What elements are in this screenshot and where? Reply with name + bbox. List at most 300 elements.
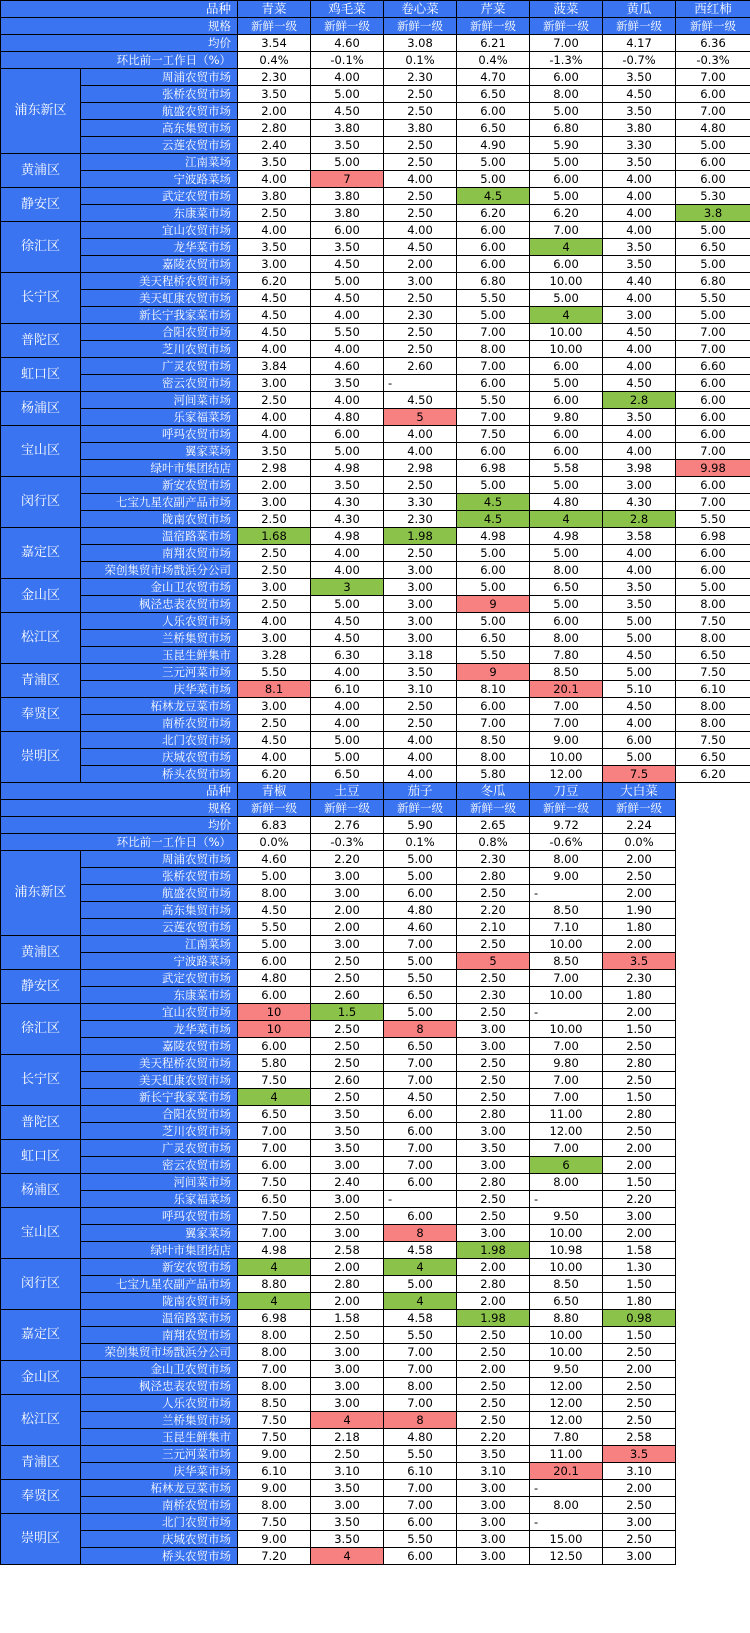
price-cell: 6.00 xyxy=(384,1548,457,1565)
avg-price-row xyxy=(1,817,750,834)
spec-label: 规格 xyxy=(1,18,238,35)
price-cell: 5.50 xyxy=(676,511,750,528)
price-cell: 2.30 xyxy=(457,987,530,1004)
market-name: 武定农贸市场 xyxy=(81,970,238,987)
variety-name: 茄子 xyxy=(384,783,457,800)
empty-cell xyxy=(676,1446,750,1463)
price-cell: 3.50 xyxy=(311,239,384,256)
empty-cell xyxy=(676,1225,750,1242)
market-name: 新安农贸市场 xyxy=(81,477,238,494)
market-row xyxy=(1,188,750,205)
price-cell: 6.20 xyxy=(676,766,750,783)
price-cell: 6.50 xyxy=(530,1293,603,1310)
price-cell: 6.80 xyxy=(676,273,750,290)
variety-name: 菠菜 xyxy=(530,1,603,18)
price-cell: 8 xyxy=(384,1225,457,1242)
price-cell: 2.00 xyxy=(311,1259,384,1276)
price-cell: 7.00 xyxy=(384,1480,457,1497)
price-cell: 4.00 xyxy=(603,205,676,222)
market-name: 金山卫农贸市场 xyxy=(81,1361,238,1378)
avg-price-value: 4.17 xyxy=(603,35,676,52)
price-cell: 4 xyxy=(238,1259,311,1276)
price-cell: 2.50 xyxy=(238,715,311,732)
price-cell: 5.00 xyxy=(530,154,603,171)
price-cell: 12.00 xyxy=(530,1412,603,1429)
price-cell: 7.00 xyxy=(676,103,750,120)
market-row xyxy=(1,613,750,630)
price-cell: 5.00 xyxy=(384,1276,457,1293)
price-cell: 2.50 xyxy=(384,154,457,171)
district-name: 青浦区 xyxy=(1,664,81,698)
market-row xyxy=(1,545,750,562)
price-cell: 7.00 xyxy=(238,1123,311,1140)
market-name: 新安农贸市场 xyxy=(81,1259,238,1276)
price-cell: 5.00 xyxy=(457,579,530,596)
price-cell: 8.00 xyxy=(384,1378,457,1395)
price-cell: 4.80 xyxy=(384,1429,457,1446)
avg-price-value: 3.54 xyxy=(238,35,311,52)
market-row xyxy=(1,953,750,970)
market-row xyxy=(1,426,750,443)
price-cell: 10.00 xyxy=(530,1225,603,1242)
empty-cell xyxy=(676,834,750,851)
market-name: 陇南农贸市场 xyxy=(81,1293,238,1310)
market-name: 高东集贸市场 xyxy=(81,120,238,137)
price-cell: 6.00 xyxy=(603,732,676,749)
price-cell: 7.00 xyxy=(238,1140,311,1157)
price-cell: 5.00 xyxy=(530,290,603,307)
price-cell: 2.50 xyxy=(238,596,311,613)
price-cell: 4.98 xyxy=(530,528,603,545)
price-cell: 6.00 xyxy=(676,86,750,103)
price-cell: 7.00 xyxy=(384,1072,457,1089)
market-name: 北门农贸市场 xyxy=(81,1514,238,1531)
price-cell: 4.00 xyxy=(311,69,384,86)
price-cell: 4.00 xyxy=(603,222,676,239)
price-cell: 7.00 xyxy=(530,970,603,987)
variety-name: 西红柿 xyxy=(676,1,750,18)
avg-price-value: 7.00 xyxy=(530,35,603,52)
variety-name: 卷心菜 xyxy=(384,1,457,18)
price-cell: 5.00 xyxy=(676,307,750,324)
price-cell: 5.00 xyxy=(311,749,384,766)
price-cell: 4.00 xyxy=(238,749,311,766)
market-name: 周浦农贸市场 xyxy=(81,851,238,868)
price-cell: 1.50 xyxy=(603,1174,676,1191)
price-cell: 6.98 xyxy=(457,460,530,477)
price-cell: 5.00 xyxy=(530,103,603,120)
price-cell: 3.00 xyxy=(457,1157,530,1174)
market-name: 芝川农贸市场 xyxy=(81,341,238,358)
price-cell: 2.30 xyxy=(238,69,311,86)
price-cell: 2.80 xyxy=(457,1106,530,1123)
price-cell: 4.70 xyxy=(457,69,530,86)
price-cell: 7.00 xyxy=(384,1361,457,1378)
price-cell: 7.00 xyxy=(457,324,530,341)
price-cell: 4.00 xyxy=(603,341,676,358)
price-cell: 3.00 xyxy=(457,1548,530,1565)
price-cell: 3.00 xyxy=(457,1225,530,1242)
market-name: 美天程桥农贸市场 xyxy=(81,1055,238,1072)
price-cell: 6.00 xyxy=(457,443,530,460)
price-cell: 6.00 xyxy=(311,426,384,443)
price-cell: 3.50 xyxy=(603,409,676,426)
market-row xyxy=(1,936,750,953)
price-cell: 3.50 xyxy=(457,1446,530,1463)
price-cell: - xyxy=(530,1514,603,1531)
change-value: 0.4% xyxy=(238,52,311,69)
price-cell: 5.50 xyxy=(238,919,311,936)
market-name: 周浦农贸市场 xyxy=(81,69,238,86)
market-name: 人乐农贸市场 xyxy=(81,1395,238,1412)
price-cell: 6.00 xyxy=(530,443,603,460)
price-cell: 6.00 xyxy=(676,545,750,562)
price-cell: 3.00 xyxy=(603,1548,676,1565)
market-name: 人乐农贸市场 xyxy=(81,613,238,630)
price-cell: 4.60 xyxy=(384,919,457,936)
price-cell: 2.40 xyxy=(238,137,311,154)
price-cell: 6.00 xyxy=(676,409,750,426)
change-value: -0.6% xyxy=(530,834,603,851)
district-name: 浦东新区 xyxy=(1,69,81,154)
empty-cell xyxy=(676,1191,750,1208)
empty-cell xyxy=(676,1327,750,1344)
market-row xyxy=(1,715,750,732)
price-cell: 3.00 xyxy=(457,1038,530,1055)
spec-label: 规格 xyxy=(1,800,238,817)
price-cell: 2.50 xyxy=(457,1089,530,1106)
price-cell: 6.10 xyxy=(676,681,750,698)
market-name: 柘林龙豆菜市场 xyxy=(81,1480,238,1497)
price-cell: 4.00 xyxy=(384,443,457,460)
price-cell: 8.80 xyxy=(530,1310,603,1327)
market-row xyxy=(1,1344,750,1361)
price-cell: 2.50 xyxy=(238,205,311,222)
market-name: 航盛农贸市场 xyxy=(81,885,238,902)
variety-name: 大白菜 xyxy=(603,783,676,800)
price-cell: 7.00 xyxy=(384,1497,457,1514)
price-cell: 7.00 xyxy=(530,1089,603,1106)
price-cell: 2.50 xyxy=(384,545,457,562)
price-cell: 2.50 xyxy=(384,715,457,732)
price-cell: 4 xyxy=(238,1293,311,1310)
market-name: 庆城农贸市场 xyxy=(81,749,238,766)
price-cell: 2.50 xyxy=(457,970,530,987)
price-cell: 6.98 xyxy=(238,1310,311,1327)
price-cell: 1.98 xyxy=(457,1242,530,1259)
empty-cell xyxy=(676,1310,750,1327)
empty-cell xyxy=(676,919,750,936)
market-row xyxy=(1,103,750,120)
price-cell: 1.5 xyxy=(311,1004,384,1021)
price-cell: 7.00 xyxy=(530,715,603,732)
price-cell: 1.80 xyxy=(603,919,676,936)
price-cell: 12.00 xyxy=(530,766,603,783)
price-cell: 4.00 xyxy=(311,562,384,579)
price-cell: 2.50 xyxy=(457,885,530,902)
price-cell: 5.50 xyxy=(457,290,530,307)
spec-row xyxy=(1,18,750,35)
market-name: 呼玛农贸市场 xyxy=(81,426,238,443)
price-cell: 12.00 xyxy=(530,1123,603,1140)
price-cell: 4.00 xyxy=(384,222,457,239)
market-name: 南桥农贸市场 xyxy=(81,1497,238,1514)
price-cell: 2.80 xyxy=(603,1106,676,1123)
district-name: 宝山区 xyxy=(1,426,81,477)
price-cell: 3.80 xyxy=(384,120,457,137)
price-cell: 4.50 xyxy=(384,1089,457,1106)
price-cell: 3.00 xyxy=(457,1123,530,1140)
price-cell: 3.00 xyxy=(238,494,311,511)
price-cell: 7.00 xyxy=(384,1140,457,1157)
price-cell: 2.50 xyxy=(603,1412,676,1429)
price-cell: 7 xyxy=(311,171,384,188)
market-name: 玉昆生鲜集市 xyxy=(81,1429,238,1446)
price-cell: 2.50 xyxy=(603,1072,676,1089)
market-name: 河间菜市场 xyxy=(81,1174,238,1191)
price-cell: 4.00 xyxy=(384,171,457,188)
price-cell: 3.50 xyxy=(238,443,311,460)
price-cell: 4.00 xyxy=(603,188,676,205)
market-name: 嘉陵农贸市场 xyxy=(81,1038,238,1055)
empty-cell xyxy=(676,1480,750,1497)
price-cell: 5.50 xyxy=(238,664,311,681)
price-cell: 3.00 xyxy=(384,273,457,290)
district-name: 松江区 xyxy=(1,1395,81,1446)
price-cell: 7.5 xyxy=(603,766,676,783)
price-cell: 8.00 xyxy=(238,1378,311,1395)
price-cell: 6.50 xyxy=(457,120,530,137)
price-cell: 2.20 xyxy=(311,851,384,868)
empty-cell xyxy=(676,800,750,817)
empty-cell xyxy=(676,783,750,800)
price-cell: 2.20 xyxy=(457,902,530,919)
market-row xyxy=(1,1242,750,1259)
price-cell: 6.00 xyxy=(457,103,530,120)
price-cell: 2.00 xyxy=(311,919,384,936)
empty-cell xyxy=(676,987,750,1004)
market-name: 武定农贸市场 xyxy=(81,188,238,205)
price-cell: 9.80 xyxy=(530,1055,603,1072)
price-cell: 0.98 xyxy=(603,1310,676,1327)
price-cell: 20.1 xyxy=(530,1463,603,1480)
price-cell: 2.00 xyxy=(457,1361,530,1378)
market-name: 庆城农贸市场 xyxy=(81,1531,238,1548)
price-cell: 4 xyxy=(384,1293,457,1310)
price-cell: 7.80 xyxy=(530,1429,603,1446)
price-cell: 4.00 xyxy=(311,664,384,681)
market-row xyxy=(1,154,750,171)
price-cell: 3.00 xyxy=(457,1497,530,1514)
price-cell: 3.50 xyxy=(238,239,311,256)
district-name: 闵行区 xyxy=(1,477,81,528)
price-cell: 5.50 xyxy=(384,1446,457,1463)
price-cell: 2.50 xyxy=(457,1344,530,1361)
variety-name: 土豆 xyxy=(311,783,384,800)
district-name: 虹口区 xyxy=(1,358,81,392)
price-cell: 5.50 xyxy=(457,647,530,664)
spec-value: 新鲜一级 xyxy=(676,18,750,35)
market-name: 金山卫农贸市场 xyxy=(81,579,238,596)
price-cell: 3.00 xyxy=(311,1378,384,1395)
price-cell: 6.00 xyxy=(384,1208,457,1225)
market-row xyxy=(1,460,750,477)
price-cell: 2.00 xyxy=(603,936,676,953)
empty-cell xyxy=(676,1378,750,1395)
price-cell: 8.00 xyxy=(676,698,750,715)
price-cell: 4.80 xyxy=(238,970,311,987)
spec-value: 新鲜一级 xyxy=(384,18,457,35)
price-cell: 5.80 xyxy=(457,766,530,783)
spec-value: 新鲜一级 xyxy=(530,800,603,817)
price-cell: - xyxy=(384,1191,457,1208)
price-cell: 3.10 xyxy=(311,1463,384,1480)
price-cell: 6.50 xyxy=(676,647,750,664)
price-cell: 3.00 xyxy=(311,1225,384,1242)
price-cell: 5.00 xyxy=(676,137,750,154)
price-cell: 7.00 xyxy=(676,443,750,460)
avg-price-row xyxy=(1,35,750,52)
price-cell: 2.50 xyxy=(457,1004,530,1021)
market-row xyxy=(1,1191,750,1208)
empty-cell xyxy=(676,1242,750,1259)
price-cell: 6.20 xyxy=(530,205,603,222)
price-cell: 4.00 xyxy=(311,392,384,409)
market-row xyxy=(1,1072,750,1089)
price-cell: 3.50 xyxy=(311,1531,384,1548)
change-value: -1.3% xyxy=(530,52,603,69)
price-cell: 6.00 xyxy=(676,154,750,171)
price-cell: 6.50 xyxy=(238,1106,311,1123)
price-cell: 3.00 xyxy=(384,613,457,630)
price-cell: 3.30 xyxy=(603,137,676,154)
price-cell: 2.50 xyxy=(603,1123,676,1140)
empty-cell xyxy=(676,1157,750,1174)
price-cell: 5.00 xyxy=(457,154,530,171)
variety-name: 黄瓜 xyxy=(603,1,676,18)
price-cell: 6.00 xyxy=(530,256,603,273)
price-cell: 1.80 xyxy=(603,987,676,1004)
price-cell: - xyxy=(530,1004,603,1021)
price-cell: 3.30 xyxy=(384,494,457,511)
avg-price-value: 3.08 xyxy=(384,35,457,52)
price-cell: 11.00 xyxy=(530,1446,603,1463)
avg-price-value: 2.76 xyxy=(311,817,384,834)
market-name: 宜山农贸市场 xyxy=(81,1004,238,1021)
variety-name: 芹菜 xyxy=(457,1,530,18)
price-cell: 4.80 xyxy=(676,120,750,137)
price-cell: 3.18 xyxy=(384,647,457,664)
price-cell: 3.00 xyxy=(311,1395,384,1412)
market-row xyxy=(1,681,750,698)
empty-cell xyxy=(676,1021,750,1038)
market-name: 庆华菜市场 xyxy=(81,681,238,698)
district-name: 闵行区 xyxy=(1,1259,81,1310)
price-cell: 5.00 xyxy=(238,936,311,953)
price-cell: 15.00 xyxy=(530,1531,603,1548)
price-cell: 4.00 xyxy=(603,358,676,375)
market-name: 合阳农贸市场 xyxy=(81,324,238,341)
price-cell: 8.00 xyxy=(676,630,750,647)
variety-name: 鸡毛菜 xyxy=(311,1,384,18)
market-name: 乐家福菜场 xyxy=(81,1191,238,1208)
avg-price-label: 均价 xyxy=(1,35,238,52)
price-cell: 6.50 xyxy=(238,1191,311,1208)
price-cell: 3.50 xyxy=(603,239,676,256)
price-cell: 2.50 xyxy=(384,137,457,154)
price-cell: 8.00 xyxy=(238,1327,311,1344)
price-cell: 1.68 xyxy=(238,528,311,545)
price-cell: 4.00 xyxy=(238,341,311,358)
price-cell: 8.50 xyxy=(457,732,530,749)
price-cell: 7.00 xyxy=(676,324,750,341)
market-row xyxy=(1,69,750,86)
market-name: 龙华菜市场 xyxy=(81,239,238,256)
price-cell: 2.50 xyxy=(457,1055,530,1072)
price-cell: 3.00 xyxy=(603,307,676,324)
price-cell: 8.00 xyxy=(530,562,603,579)
price-cell: 4.00 xyxy=(603,171,676,188)
market-row xyxy=(1,970,750,987)
price-cell: 3.80 xyxy=(603,120,676,137)
price-cell: 5 xyxy=(384,409,457,426)
price-cell: 2.50 xyxy=(457,1378,530,1395)
price-cell: 3.00 xyxy=(238,630,311,647)
price-cell: 4 xyxy=(384,1259,457,1276)
price-cell: 2.00 xyxy=(603,1361,676,1378)
price-cell: 8.00 xyxy=(530,851,603,868)
price-cell: 4.50 xyxy=(384,392,457,409)
price-cell: 4 xyxy=(311,1548,384,1565)
price-cell: 6.00 xyxy=(457,222,530,239)
market-row xyxy=(1,919,750,936)
price-cell: 9.00 xyxy=(238,1446,311,1463)
price-cell: 5.00 xyxy=(676,222,750,239)
market-name: 桥头农贸市场 xyxy=(81,766,238,783)
price-cell: 10.00 xyxy=(530,273,603,290)
market-row xyxy=(1,987,750,1004)
price-cell: 3.50 xyxy=(311,477,384,494)
market-row xyxy=(1,885,750,902)
price-cell: 4 xyxy=(530,239,603,256)
price-cell: 6.50 xyxy=(384,1038,457,1055)
price-cell: 3.10 xyxy=(457,1463,530,1480)
district-name: 杨浦区 xyxy=(1,1174,81,1208)
market-row xyxy=(1,307,750,324)
price-cell: 3.50 xyxy=(311,375,384,392)
price-cell: 3.00 xyxy=(603,1208,676,1225)
price-cell: 7.50 xyxy=(676,664,750,681)
market-name: 高东集贸市场 xyxy=(81,902,238,919)
market-row xyxy=(1,562,750,579)
empty-cell xyxy=(676,1531,750,1548)
market-row xyxy=(1,1361,750,1378)
price-cell: 2.50 xyxy=(457,1412,530,1429)
price-cell: 2.00 xyxy=(384,256,457,273)
market-name: 嘉陵农贸市场 xyxy=(81,256,238,273)
price-cell: 2.30 xyxy=(384,307,457,324)
empty-cell xyxy=(676,1038,750,1055)
market-row xyxy=(1,1548,750,1565)
market-row xyxy=(1,1276,750,1293)
price-cell: 10.00 xyxy=(530,1259,603,1276)
market-name: 七宝九星农副产品市场 xyxy=(81,494,238,511)
price-cell: 6.20 xyxy=(238,273,311,290)
price-cell: 5.00 xyxy=(603,664,676,681)
price-cell: 6.80 xyxy=(457,273,530,290)
change-row xyxy=(1,834,750,851)
price-cell: 4.50 xyxy=(311,290,384,307)
